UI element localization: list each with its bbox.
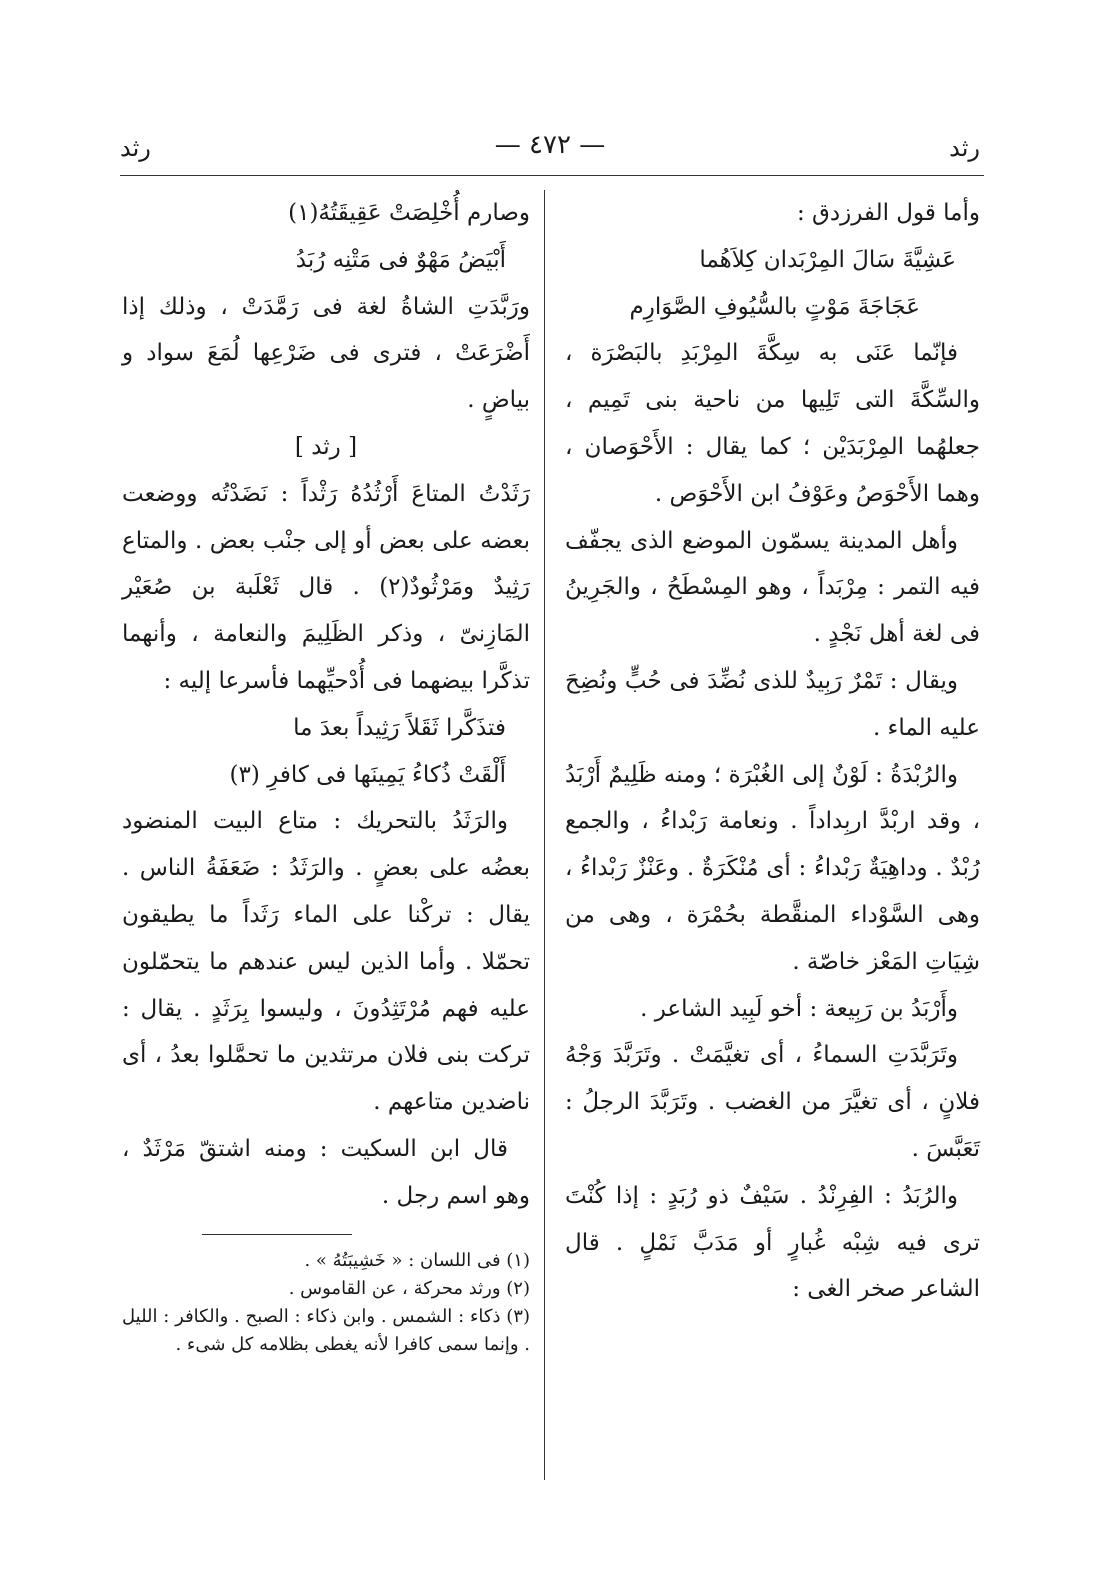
- paragraph: وأما قول الفرزدق :: [796, 200, 980, 226]
- footnote: (٣) ذكاء : الشمس . وابن ذكاء : الصبح . والكافر : الليل . وإنما سمى كافرا لأنه يغطى بظلامه كل شىء .: [122, 1305, 530, 1355]
- verse-line: عَجَاجَةَ مَوْتٍ بالسُّيُوفِ الصَّوَارِم: [629, 293, 920, 320]
- paragraph: ورَبَّدَتِ الشاةُ لغة فى رَمَّدَتْ ، وذلك إذا أَضْرَعَتْ ، فترى فى ضَرْعِها لُمَعَ سواد و بياضٍ .: [122, 293, 530, 414]
- entry-heading: [ رثد ]: [294, 433, 358, 460]
- footnote: (٢) ورثد محركة ، عن القاموس .: [288, 1277, 530, 1299]
- paragraph: وأهل المدينة يسمّون الموضع الذى يجفّف فيه التمر : مِرْبَداً ، وهو المِسْطَحُ ، والجَرِينُ فى لغة أهل نَجْدٍ .: [565, 527, 980, 648]
- right-column: [565, 190, 980, 1313]
- paragraph: والرُبَدُ : الفِرِنْدُ . سَيْفٌ ذو رُبَدٍ : إذا كُنْتَ ترى فيه شِبْه غُبارٍ أو مَدَبَّ نَمْلٍ . قال الشاعر صخر الغى :: [565, 1182, 980, 1303]
- paragraph: والرُبْدَةُ : لَوْنٌ إلى الغُبْرَة ؛ ومنه ظَلِيمٌ أَرْبَدُ ، وقد اربْدَّ اربِداداً . ونعامة رَبْداءُ ، والجمع رُبْدٌ . وداهِيَةٌ رَبْداءُ : أى مُنْكَرَةٌ . وعَنْزٌ رَبْداءُ ، وهى السَّوْداء المنقَّطة بحُمْرَة ، وهى من شِيَاتِ المَعْز خاصّة .: [565, 761, 980, 975]
- paragraph: وأَرْبَدُ بن رَبِيعة : أخو لَبِيد الشاعر .: [640, 995, 958, 1022]
- page-number: — ٤٧٢ —: [494, 130, 606, 160]
- paragraph: ويقال : تَمْرٌ رَبِيدٌ للذى نُضِّدَ فى حُبٍّ ونُضِحَ عليه الماء .: [565, 667, 980, 741]
- verse-line: عَشِيَّةَ سَالَ المِرْبَدان كِلاَهُما: [699, 246, 956, 273]
- paragraph: فإنّما عَنَى به سِكَّةَ المِرْبَدِ بالبَصْرَة ، والسِّكَّةَ التى تَلِيها من ناحية بنى تَمِيم ، جعلهُما المِرْبَدَيْن ؛ كما يقال : الأَحْوَصان ، وهما الأَحْوَصُ وعَوْفُ ابن الأَحْوَص .: [565, 340, 980, 507]
- verse-line: أَلْقَتْ ذُكاءُ يَمِينَها فى كافرِ (٣): [229, 761, 506, 788]
- footnote-rule: [202, 1234, 352, 1235]
- column-divider: [544, 190, 545, 1480]
- running-head-right: رثد: [949, 134, 980, 162]
- paragraph: والرَثَدُ بالتحريك : متاع البيت المنضود بعضُه على بعضٍ . والرَثَدُ : ضَعَفَةُ الناس . يقال : تركْنا على الماء رَثَداً ما يطيقون تحمّلا . وأما الذين ليس عندهم ما يتحمّلون عليه فهم مُرْتَثِدُونَ ، وليسوا بِرَثَدٍ . يقال : تركت بنى فلان مرتثدين ما تحمَّلوا بعدُ ، أى ناضدين متاعهم .: [122, 808, 530, 1116]
- verse-line: أَبْيَضُ مَهْوٌ فى مَتْنِه رُبَدُ: [295, 246, 506, 273]
- left-column: [122, 190, 530, 1359]
- header-rule: [120, 175, 984, 176]
- paragraph: رَثَدْتُ المتاعَ أَرْثُدُهُ رَثْداً : نَضَدْتُه ووضعت بعضه على بعض أو إلى جنْب بعض . والمتاع رَثِيدٌ ومَرْثُودٌ(٢) . قال ثَعْلَبة بن صُعَيْر المَازِنىّ ، وذكر الظَلِيمَ والنعامة ، وأنهما تذكَّرا بيضهما فى أُدْحيِّهما فأسرعا إليه :: [122, 480, 530, 694]
- paragraph: قال ابن السكيت : ومنه اشتقّ مَرْثَدٌ ، وهو اسم رجل .: [122, 1135, 530, 1209]
- footnote: (١) فى اللسان : « خَشِيبَتُهُ » .: [304, 1249, 530, 1271]
- verse-line: فتذَكَّرا ثَقَلاً رَثِيداً بعدَ ما: [293, 714, 506, 741]
- paragraph: وتَرَبَّدَتِ السماءُ ، أى تغيَّمَتْ . وتَرَبَّدَ وَجْهُ فلانٍ ، أى تغيَّرَ من الغضب . وتَرَبَّدَ الرجلُ : تَعَبَّسَ .: [565, 1042, 980, 1162]
- page-header: [120, 128, 980, 168]
- running-head-left: رثد: [120, 134, 151, 162]
- verse-line: وصارم أُخْلِصَتْ عَقِيقَتُهُ(١): [288, 200, 530, 226]
